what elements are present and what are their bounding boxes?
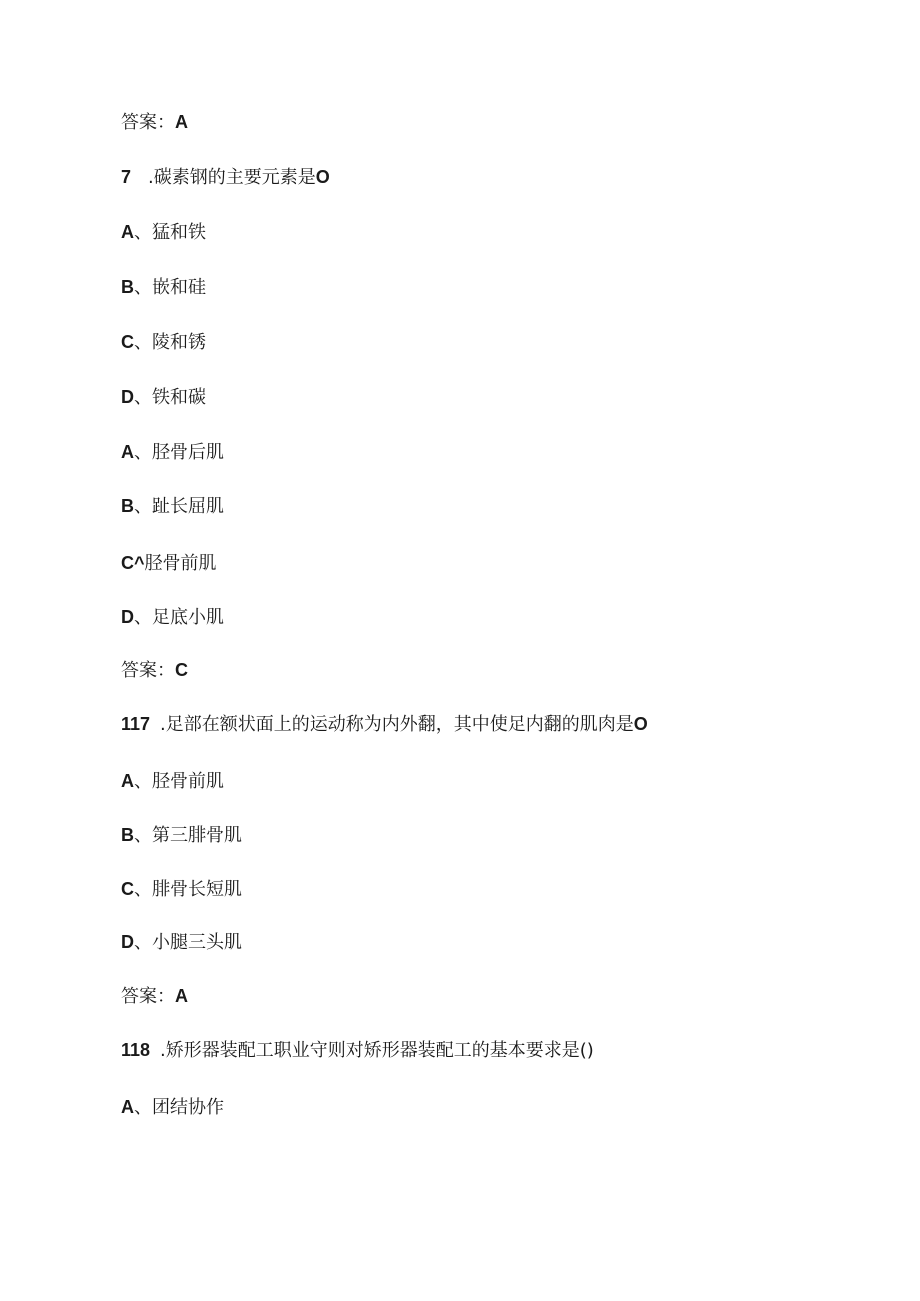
option-text: 趾长屈肌 (152, 496, 224, 517)
option-letter: D (121, 607, 134, 627)
question-text: .碳素钢的主要元素是 (148, 167, 316, 188)
option-line (121, 385, 206, 410)
option-letter: B (121, 825, 134, 845)
answer-line (121, 110, 188, 135)
option-separator: 、 (134, 607, 152, 628)
option-separator: 、 (134, 1097, 152, 1118)
option-text: 小腿三头肌 (152, 932, 242, 953)
option-letter: B (121, 496, 134, 516)
question-text: .足部在额状面上的运动称为内外翻，其中使足内翻的肌肉是 (160, 714, 634, 735)
option-letter: C^ (121, 553, 145, 573)
question-line (121, 165, 330, 190)
answer-line (121, 984, 188, 1009)
option-line (121, 877, 242, 902)
option-separator: 、 (134, 222, 152, 243)
option-text: 铁和碳 (152, 387, 206, 408)
question-text: .矫形器装配工职业守则对矫形器装配工的基本要求是 (160, 1040, 580, 1061)
option-separator: 、 (134, 387, 152, 408)
answer-line (121, 658, 188, 683)
option-letter: A (121, 442, 134, 462)
option-text: 足底小肌 (152, 607, 224, 628)
answer-value: C (175, 660, 188, 680)
option-letter: C (121, 332, 134, 352)
option-text: 陵和锈 (152, 332, 206, 353)
option-letter: C (121, 879, 134, 899)
option-text: 腓骨长短肌 (152, 879, 242, 900)
option-separator: 、 (134, 332, 152, 353)
option-line (121, 605, 224, 630)
option-separator: 、 (134, 932, 152, 953)
option-line (121, 551, 217, 576)
option-text: 胫骨前肌 (152, 771, 224, 792)
option-line (121, 440, 224, 465)
option-separator: 、 (134, 442, 152, 463)
option-separator: 、 (134, 879, 152, 900)
question-tail: O (315, 167, 330, 187)
option-line (121, 930, 242, 955)
option-separator: 、 (134, 496, 152, 517)
option-letter: D (121, 932, 134, 952)
option-line (121, 1095, 224, 1120)
option-line (121, 275, 206, 300)
option-text: 嵌和硅 (152, 277, 206, 298)
question-number: 117 (121, 714, 151, 734)
option-line (121, 823, 242, 848)
question-tail: () (579, 1040, 594, 1061)
answer-prefix: 答案： (121, 660, 175, 681)
option-letter: D (121, 387, 134, 407)
option-line (121, 330, 206, 355)
option-separator: 、 (134, 825, 152, 846)
option-text: 胫骨后肌 (152, 442, 224, 463)
option-line (121, 220, 206, 245)
option-letter: B (121, 277, 134, 297)
question-line (121, 1038, 594, 1063)
option-text: 胫骨前肌 (144, 553, 217, 574)
option-line (121, 769, 224, 794)
option-letter: A (121, 222, 134, 242)
question-tail: O (633, 714, 648, 734)
question-number: 118 (121, 1040, 151, 1060)
option-text: 猛和铁 (152, 222, 206, 243)
question-line (121, 712, 648, 737)
option-separator: 、 (134, 771, 152, 792)
option-separator: 、 (134, 277, 152, 298)
option-line (121, 494, 224, 519)
option-text: 第三腓骨肌 (152, 825, 242, 846)
question-number: 7 (121, 167, 132, 187)
answer-value: A (175, 986, 188, 1006)
option-text: 团结协作 (152, 1097, 224, 1118)
answer-prefix: 答案： (121, 986, 175, 1007)
option-letter: A (121, 771, 134, 791)
option-letter: A (121, 1097, 134, 1117)
answer-value: A (175, 112, 188, 132)
answer-prefix: 答案： (121, 112, 175, 133)
